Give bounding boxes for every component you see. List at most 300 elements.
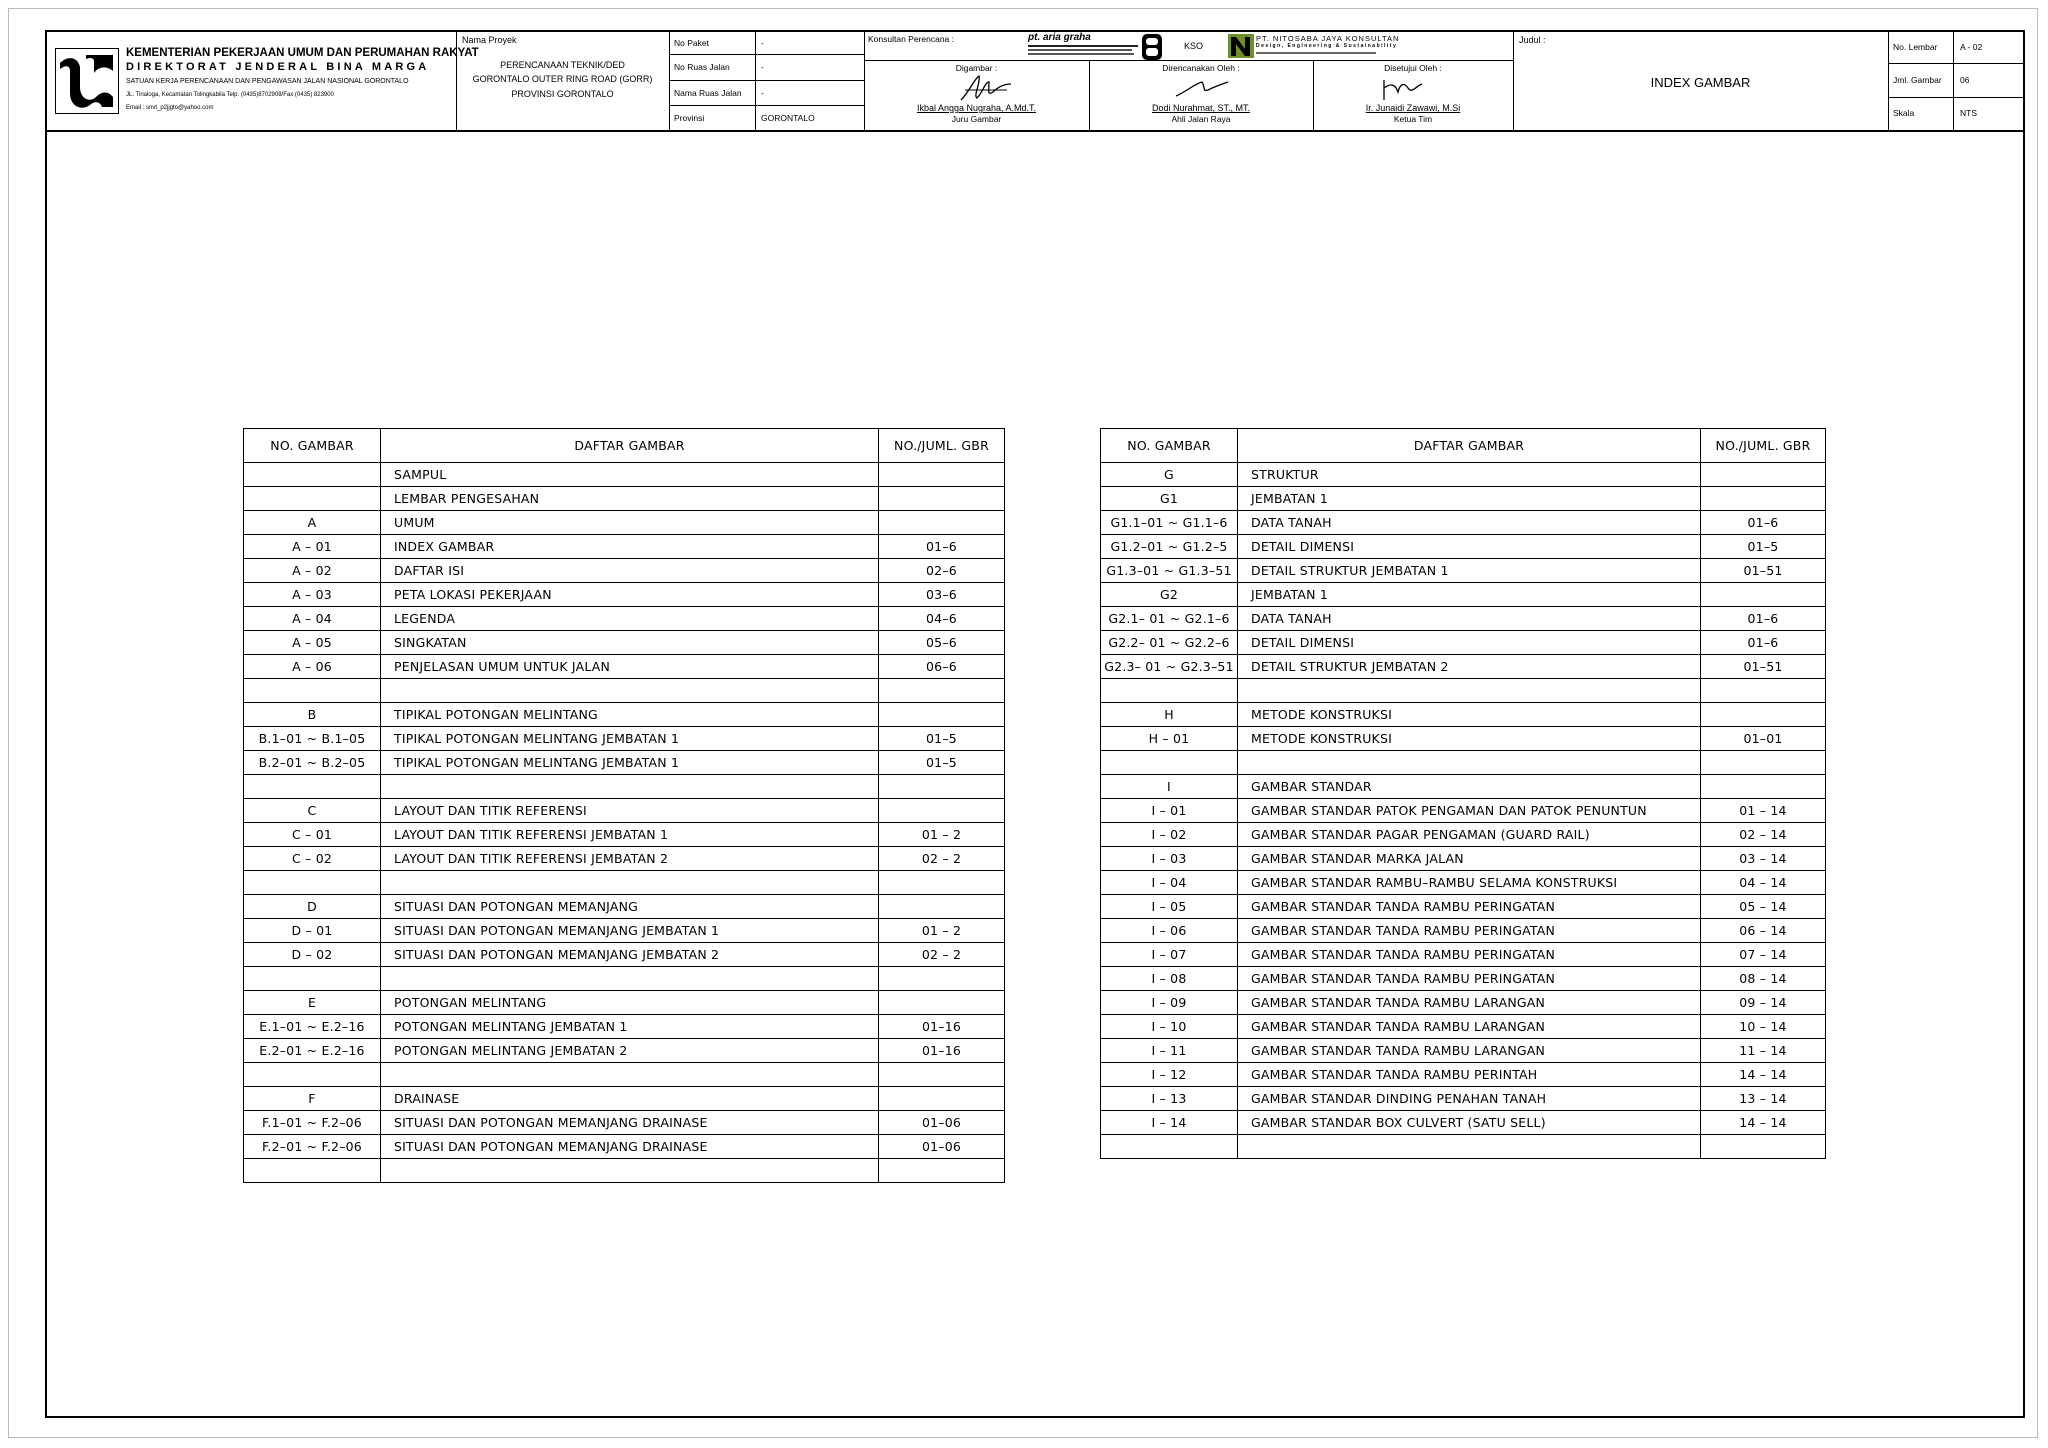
org-email: Email : snvt_p2jjgto@yahoo.com <box>126 105 214 111</box>
cell-daftar-gambar <box>381 871 879 895</box>
table-row <box>244 703 1005 727</box>
table-row <box>1101 775 1826 799</box>
table-row <box>1101 823 1826 847</box>
cell-no-gambar <box>244 1159 381 1183</box>
cell-no-gambar: I – 03 <box>1101 847 1238 871</box>
cell-no-juml: 14 – 14 <box>1701 1063 1826 1087</box>
col-header-daftar-gambar: DAFTAR GAMBAR <box>381 429 879 463</box>
cell-no-gambar: F.2–01 ~ F.2–06 <box>244 1135 381 1159</box>
table-row <box>244 847 1005 871</box>
cell-no-juml <box>879 1063 1005 1087</box>
cell-no-juml <box>1701 679 1826 703</box>
cell-no-gambar: A – 05 <box>244 631 381 655</box>
cell-no-juml: 01–06 <box>879 1135 1005 1159</box>
cell-no-gambar: E.2–01 ~ E.2–16 <box>244 1039 381 1063</box>
cell-no-gambar <box>1101 679 1238 703</box>
cell-no-gambar: I – 12 <box>1101 1063 1238 1087</box>
title-block-bottom-rule <box>45 130 2025 132</box>
consultant-row-rule <box>864 60 1513 61</box>
cell-daftar-gambar: GAMBAR STANDAR TANDA RAMBU PERINTAH <box>1238 1063 1701 1087</box>
firm-2-detail-line <box>1256 52 1376 54</box>
cell-no-juml: 08 – 14 <box>1701 967 1826 991</box>
table-row <box>1101 511 1826 535</box>
provinsi-label: Provinsi <box>674 113 705 123</box>
cell-no-gambar <box>244 775 381 799</box>
cell-no-juml <box>879 1087 1005 1111</box>
title-block-divider <box>1888 30 1889 130</box>
cell-daftar-gambar: TIPIKAL POTONGAN MELINTANG JEMBATAN 1 <box>381 727 879 751</box>
nama-ruas-value: - <box>761 88 764 98</box>
cell-no-gambar: H <box>1101 703 1238 727</box>
cell-no-gambar: B <box>244 703 381 727</box>
cell-no-juml: 14 – 14 <box>1701 1111 1826 1135</box>
table-row <box>1101 1111 1826 1135</box>
table-row <box>244 1087 1005 1111</box>
cell-no-juml <box>879 799 1005 823</box>
cell-no-juml: 03 – 14 <box>1701 847 1826 871</box>
table-row <box>244 679 1005 703</box>
cell-no-juml: 01 – 2 <box>879 823 1005 847</box>
cell-no-gambar <box>244 1063 381 1087</box>
cell-daftar-gambar <box>1238 751 1701 775</box>
cell-daftar-gambar: LAYOUT DAN TITIK REFERENSI <box>381 799 879 823</box>
signature-1-mark <box>955 72 1015 104</box>
cell-daftar-gambar <box>381 679 879 703</box>
cell-no-juml <box>1701 1135 1826 1159</box>
cell-no-gambar: C <box>244 799 381 823</box>
title-block-divider <box>1953 30 1954 130</box>
judul-label: Judul : <box>1519 35 1546 45</box>
cell-no-gambar: F.1–01 ~ F.2–06 <box>244 1111 381 1135</box>
sig-1-role: Digambar : <box>955 63 998 73</box>
table-header-row <box>244 429 1005 463</box>
cell-daftar-gambar: DRAINASE <box>381 1087 879 1111</box>
cell-no-gambar: G1.2–01 ~ G1.2–5 <box>1101 535 1238 559</box>
cell-daftar-gambar: SITUASI DAN POTONGAN MEMANJANG JEMBATAN 1 <box>381 919 879 943</box>
cell-daftar-gambar: LAYOUT DAN TITIK REFERENSI JEMBATAN 2 <box>381 847 879 871</box>
table-row <box>1101 631 1826 655</box>
firm-1-detail-lines <box>1028 45 1138 59</box>
table-row <box>244 799 1005 823</box>
table-row <box>244 919 1005 943</box>
table-row <box>1101 1063 1826 1087</box>
cell-no-gambar: D <box>244 895 381 919</box>
cell-no-juml: 03–6 <box>879 583 1005 607</box>
cell-no-gambar: B.2–01 ~ B.2–05 <box>244 751 381 775</box>
cell-no-juml: 01 – 2 <box>879 919 1005 943</box>
table-row <box>1101 943 1826 967</box>
table-row <box>244 943 1005 967</box>
no-ruas-value: - <box>761 62 764 72</box>
cell-daftar-gambar: INDEX GAMBAR <box>381 535 879 559</box>
cell-daftar-gambar: SITUASI DAN POTONGAN MEMANJANG DRAINASE <box>381 1111 879 1135</box>
cell-daftar-gambar: TIPIKAL POTONGAN MELINTANG <box>381 703 879 727</box>
cell-daftar-gambar: GAMBAR STANDAR BOX CULVERT (SATU SELL) <box>1238 1111 1701 1135</box>
table-row <box>244 1111 1005 1135</box>
table-row <box>1101 655 1826 679</box>
directorate-name: DIREKTORAT JENDERAL BINA MARGA <box>126 61 430 73</box>
cell-no-juml: 10 – 14 <box>1701 1015 1826 1039</box>
cell-daftar-gambar: POTONGAN MELINTANG JEMBATAN 2 <box>381 1039 879 1063</box>
col-header-no-gambar: NO. GAMBAR <box>244 429 381 463</box>
table-row <box>244 727 1005 751</box>
cell-no-gambar: I – 06 <box>1101 919 1238 943</box>
cell-no-juml: 04–6 <box>879 607 1005 631</box>
consultant-emblem-icon <box>1141 33 1163 61</box>
cell-no-gambar: C – 01 <box>244 823 381 847</box>
table-row <box>244 487 1005 511</box>
cell-no-juml: 02 – 2 <box>879 943 1005 967</box>
table-row <box>244 607 1005 631</box>
table-row <box>244 583 1005 607</box>
table-row <box>244 871 1005 895</box>
cell-no-juml: 02–6 <box>879 559 1005 583</box>
ministry-name: KEMENTERIAN PEKERJAAN UMUM DAN PERUMAHAN RAKYAT <box>126 47 479 59</box>
cell-no-gambar: A – 02 <box>244 559 381 583</box>
cell-no-gambar: G1.3–01 ~ G1.3–51 <box>1101 559 1238 583</box>
cell-daftar-gambar: DETAIL DIMENSI <box>1238 631 1701 655</box>
sig-2-role: Direncanakan Oleh : <box>1162 63 1240 73</box>
cell-no-juml <box>879 967 1005 991</box>
cell-no-gambar: G2.2– 01 ~ G2.2–6 <box>1101 631 1238 655</box>
table-row <box>1101 1135 1826 1159</box>
cell-no-juml <box>1701 775 1826 799</box>
cell-no-gambar: G1 <box>1101 487 1238 511</box>
cell-no-gambar: A – 03 <box>244 583 381 607</box>
table-row <box>1101 679 1826 703</box>
table-row <box>1101 583 1826 607</box>
cell-daftar-gambar: STRUKTUR <box>1238 463 1701 487</box>
cell-no-juml: 02 – 14 <box>1701 823 1826 847</box>
cell-no-gambar: I – 07 <box>1101 943 1238 967</box>
cell-daftar-gambar <box>381 1063 879 1087</box>
cell-no-juml <box>1701 463 1826 487</box>
cell-no-gambar: D – 01 <box>244 919 381 943</box>
cell-no-gambar: I – 09 <box>1101 991 1238 1015</box>
consultant-label: Konsultan Perencana : <box>868 34 955 44</box>
cell-no-gambar <box>244 967 381 991</box>
cell-no-gambar: C – 02 <box>244 847 381 871</box>
table-row <box>244 631 1005 655</box>
cell-no-juml: 01–6 <box>1701 511 1826 535</box>
cell-no-juml <box>879 775 1005 799</box>
cell-no-gambar <box>244 679 381 703</box>
cell-daftar-gambar: GAMBAR STANDAR TANDA RAMBU PERINGATAN <box>1238 967 1701 991</box>
table-row <box>244 1063 1005 1087</box>
cell-no-juml <box>1701 583 1826 607</box>
cell-daftar-gambar: LAYOUT DAN TITIK REFERENSI JEMBATAN 1 <box>381 823 879 847</box>
cell-daftar-gambar: POTONGAN MELINTANG <box>381 991 879 1015</box>
cell-daftar-gambar: GAMBAR STANDAR MARKA JALAN <box>1238 847 1701 871</box>
cell-daftar-gambar: GAMBAR STANDAR RAMBU–RAMBU SELAMA KONSTRUKSI <box>1238 871 1701 895</box>
sig-3-position: Ketua Tim <box>1393 114 1433 124</box>
nama-ruas-label: Nama Ruas Jalan <box>674 88 742 98</box>
cell-no-juml: 06–6 <box>879 655 1005 679</box>
org-address: JL. Tinaloga, Kecamatan Tolingkabila Telp. (0435)8702908/Fax (0435) 823900 <box>126 92 334 98</box>
cell-daftar-gambar: DAFTAR ISI <box>381 559 879 583</box>
cell-daftar-gambar: PETA LOKASI PEKERJAAN <box>381 583 879 607</box>
bina-marga-emblem-icon <box>56 49 117 112</box>
drawing-title: INDEX GAMBAR <box>1650 75 1751 90</box>
consultant-firm-1: pt. aria graha <box>1028 32 1091 43</box>
table-row <box>244 1159 1005 1183</box>
cell-daftar-gambar: LEGENDA <box>381 607 879 631</box>
table-row <box>1101 535 1826 559</box>
cell-no-gambar: I <box>1101 775 1238 799</box>
cell-no-gambar <box>1101 1135 1238 1159</box>
table-row <box>244 775 1005 799</box>
cell-daftar-gambar: GAMBAR STANDAR TANDA RAMBU LARANGAN <box>1238 1015 1701 1039</box>
cell-no-gambar: I – 13 <box>1101 1087 1238 1111</box>
package-row-rule <box>669 54 864 55</box>
cell-no-juml: 01–6 <box>1701 631 1826 655</box>
sheet-info-rule <box>1888 97 2025 98</box>
cell-no-juml: 11 – 14 <box>1701 1039 1826 1063</box>
cell-no-gambar: I – 08 <box>1101 967 1238 991</box>
cell-no-gambar: A – 01 <box>244 535 381 559</box>
col-header-no-gambar: NO. GAMBAR <box>1101 429 1238 463</box>
cell-daftar-gambar <box>381 1159 879 1183</box>
cell-no-gambar: G2 <box>1101 583 1238 607</box>
cell-daftar-gambar <box>381 967 879 991</box>
table-row <box>244 751 1005 775</box>
cell-no-gambar: G1.1–01 ~ G1.1–6 <box>1101 511 1238 535</box>
cell-no-juml: 01–6 <box>1701 607 1826 631</box>
cell-daftar-gambar: POTONGAN MELINTANG JEMBATAN 1 <box>381 1015 879 1039</box>
cell-no-juml: 09 – 14 <box>1701 991 1826 1015</box>
table-row <box>1101 607 1826 631</box>
project-line-1: PERENCANAAN TEKNIK/DED <box>500 60 625 70</box>
kso-label: KSO <box>1184 41 1204 51</box>
cell-no-juml: 01–5 <box>879 751 1005 775</box>
package-row-rule <box>669 80 864 81</box>
cell-no-juml <box>879 703 1005 727</box>
cell-daftar-gambar: DETAIL STRUKTUR JEMBATAN 2 <box>1238 655 1701 679</box>
cell-no-gambar: B.1–01 ~ B.1–05 <box>244 727 381 751</box>
cell-daftar-gambar: GAMBAR STANDAR PAGAR PENGAMAN (GUARD RAIL) <box>1238 823 1701 847</box>
cell-no-gambar <box>1101 751 1238 775</box>
table-row <box>1101 1087 1826 1111</box>
cell-daftar-gambar: GAMBAR STANDAR DINDING PENAHAN TANAH <box>1238 1087 1701 1111</box>
table-row <box>1101 871 1826 895</box>
cell-daftar-gambar: DATA TANAH <box>1238 511 1701 535</box>
col-header-no-juml: NO./JUML. GBR <box>1701 429 1826 463</box>
jml-gambar-value: 06 <box>1960 75 1970 85</box>
cell-no-juml: 01–51 <box>1701 559 1826 583</box>
consultant-firm-2: PT. NITOSABA JAYA KONSULTAN <box>1256 34 1400 43</box>
table-row <box>1101 703 1826 727</box>
table-row <box>244 1039 1005 1063</box>
table-row <box>1101 751 1826 775</box>
table-row <box>244 535 1005 559</box>
cell-no-juml <box>1701 487 1826 511</box>
cell-daftar-gambar: GAMBAR STANDAR <box>1238 775 1701 799</box>
cell-no-juml <box>879 1159 1005 1183</box>
cell-no-juml <box>879 463 1005 487</box>
cell-no-gambar: I – 01 <box>1101 799 1238 823</box>
cell-no-juml <box>879 487 1005 511</box>
cell-no-juml: 01 – 14 <box>1701 799 1826 823</box>
cell-no-juml: 05–6 <box>879 631 1005 655</box>
no-ruas-label: No Ruas Jalan <box>674 62 730 72</box>
cell-daftar-gambar: PENJELASAN UMUM UNTUK JALAN <box>381 655 879 679</box>
table-header-row <box>1101 429 1826 463</box>
table-row <box>244 967 1005 991</box>
table-row <box>244 895 1005 919</box>
no-lembar-value: A - 02 <box>1960 42 1983 52</box>
cell-daftar-gambar: TIPIKAL POTONGAN MELINTANG JEMBATAN 1 <box>381 751 879 775</box>
cell-no-juml <box>879 991 1005 1015</box>
cell-no-gambar: I – 14 <box>1101 1111 1238 1135</box>
table-row <box>244 463 1005 487</box>
cell-no-gambar: F <box>244 1087 381 1111</box>
cell-no-gambar: I – 05 <box>1101 895 1238 919</box>
table-row <box>244 1135 1005 1159</box>
table-row <box>1101 847 1826 871</box>
cell-daftar-gambar: METODE KONSTRUKSI <box>1238 727 1701 751</box>
cell-no-juml: 01–5 <box>1701 535 1826 559</box>
table-row <box>1101 559 1826 583</box>
sig-1-position: Juru Gambar <box>951 114 1002 124</box>
unit-name: SATUAN KERJA PERENCANAAN DAN PENGAWASAN JALAN NASIONAL GORONTALO <box>126 78 409 85</box>
col-header-no-juml: NO./JUML. GBR <box>879 429 1005 463</box>
cell-no-juml <box>879 679 1005 703</box>
project-label: Nama Proyek <box>462 35 517 45</box>
cell-no-gambar: I – 10 <box>1101 1015 1238 1039</box>
no-paket-label: No Paket <box>674 38 709 48</box>
cell-daftar-gambar: SINGKATAN <box>381 631 879 655</box>
cell-no-gambar: I – 11 <box>1101 1039 1238 1063</box>
cell-daftar-gambar <box>1238 1135 1701 1159</box>
cell-no-gambar: G <box>1101 463 1238 487</box>
cell-no-gambar: E.1–01 ~ E.2–16 <box>244 1015 381 1039</box>
sig-2-name: Dodi Nurahmat, ST., MT. <box>1151 103 1251 113</box>
no-lembar-label: No. Lembar <box>1893 42 1938 52</box>
provinsi-value: GORONTALO <box>761 113 815 123</box>
bina-marga-logo <box>55 48 119 114</box>
cell-no-juml: 01–6 <box>879 535 1005 559</box>
table-row <box>1101 1039 1826 1063</box>
cell-no-gambar: E <box>244 991 381 1015</box>
skala-label: Skala <box>1893 108 1915 118</box>
left-index-body <box>244 429 1005 1183</box>
table-row <box>1101 991 1826 1015</box>
cell-daftar-gambar: SITUASI DAN POTONGAN MEMANJANG <box>381 895 879 919</box>
table-row <box>244 559 1005 583</box>
cell-no-juml: 02 – 2 <box>879 847 1005 871</box>
cell-daftar-gambar: SITUASI DAN POTONGAN MEMANJANG JEMBATAN 2 <box>381 943 879 967</box>
cell-no-juml: 01–16 <box>879 1039 1005 1063</box>
cell-daftar-gambar: SITUASI DAN POTONGAN MEMANJANG DRAINASE <box>381 1135 879 1159</box>
col-header-daftar-gambar: DAFTAR GAMBAR <box>1238 429 1701 463</box>
cell-no-juml <box>879 871 1005 895</box>
cell-no-gambar: H – 01 <box>1101 727 1238 751</box>
table-row <box>244 1015 1005 1039</box>
cell-daftar-gambar: LEMBAR PENGESAHAN <box>381 487 879 511</box>
table-row <box>1101 727 1826 751</box>
package-row-rule <box>669 105 864 106</box>
sig-2-position: Ahli Jalan Raya <box>1171 114 1231 124</box>
cell-daftar-gambar: DETAIL STRUKTUR JEMBATAN 1 <box>1238 559 1701 583</box>
cell-no-juml <box>1701 703 1826 727</box>
cell-no-juml: 04 – 14 <box>1701 871 1826 895</box>
cell-no-gambar: I – 04 <box>1101 871 1238 895</box>
sig-1-name: Ikbal Angga Nugraha, A.Md.T. <box>916 103 1037 113</box>
skala-value: NTS <box>1960 108 1977 118</box>
cell-daftar-gambar: DETAIL DIMENSI <box>1238 535 1701 559</box>
cell-daftar-gambar: JEMBATAN 1 <box>1238 583 1701 607</box>
table-row <box>1101 919 1826 943</box>
cell-daftar-gambar: GAMBAR STANDAR TANDA RAMBU PERINGATAN <box>1238 895 1701 919</box>
cell-no-juml <box>879 895 1005 919</box>
cell-no-juml: 01–01 <box>1701 727 1826 751</box>
signature-3-mark <box>1378 76 1428 102</box>
cell-no-juml: 01–06 <box>879 1111 1005 1135</box>
sig-3-name: Ir. Junaidi Zawawi, M.Si <box>1365 103 1461 113</box>
cell-daftar-gambar: DATA TANAH <box>1238 607 1701 631</box>
no-paket-value: - <box>761 38 764 48</box>
cell-no-juml <box>1701 751 1826 775</box>
project-line-2: GORONTALO OUTER RING ROAD (GORR) <box>472 74 653 84</box>
cell-no-gambar: A – 06 <box>244 655 381 679</box>
sheet-info-rule <box>1888 63 2025 64</box>
table-row <box>1101 967 1826 991</box>
cell-no-gambar <box>244 487 381 511</box>
consultant-firm-2-tagline: Design, Engineering & Sustainability <box>1256 43 1398 49</box>
table-row <box>1101 895 1826 919</box>
cell-no-gambar <box>244 463 381 487</box>
cell-daftar-gambar: UMUM <box>381 511 879 535</box>
cell-no-juml <box>879 511 1005 535</box>
nitosaba-logo-icon <box>1228 34 1254 58</box>
sig-3-role: Disetujui Oleh : <box>1384 63 1442 73</box>
cell-daftar-gambar: METODE KONSTRUKSI <box>1238 703 1701 727</box>
cell-no-juml: 01–5 <box>879 727 1005 751</box>
project-line-3: PROVINSI GORONTALO <box>511 89 614 99</box>
table-row <box>1101 487 1826 511</box>
cell-no-juml: 01–16 <box>879 1015 1005 1039</box>
table-row <box>1101 1015 1826 1039</box>
cell-no-juml: 07 – 14 <box>1701 943 1826 967</box>
signature-2-mark <box>1172 76 1232 100</box>
cell-daftar-gambar: SAMPUL <box>381 463 879 487</box>
right-index-body <box>1101 429 1826 1159</box>
cell-no-juml: 01–51 <box>1701 655 1826 679</box>
table-row <box>244 655 1005 679</box>
cell-no-juml: 13 – 14 <box>1701 1087 1826 1111</box>
jml-gambar-label: Jml. Gambar <box>1893 75 1942 85</box>
cell-no-gambar: I – 02 <box>1101 823 1238 847</box>
table-row <box>244 511 1005 535</box>
cell-no-gambar: A <box>244 511 381 535</box>
cell-daftar-gambar: JEMBATAN 1 <box>1238 487 1701 511</box>
cell-daftar-gambar: GAMBAR STANDAR TANDA RAMBU PERINGATAN <box>1238 919 1701 943</box>
table-row <box>244 991 1005 1015</box>
left-index-table <box>243 428 1005 1183</box>
cell-daftar-gambar: GAMBAR STANDAR TANDA RAMBU LARANGAN <box>1238 1039 1701 1063</box>
cell-no-gambar: G2.3– 01 ~ G2.3–51 <box>1101 655 1238 679</box>
cell-no-gambar: G2.1– 01 ~ G2.1–6 <box>1101 607 1238 631</box>
table-row <box>244 823 1005 847</box>
cell-no-gambar: A – 04 <box>244 607 381 631</box>
cell-daftar-gambar: GAMBAR STANDAR TANDA RAMBU LARANGAN <box>1238 991 1701 1015</box>
right-index-table <box>1100 428 1826 1159</box>
cell-no-juml: 06 – 14 <box>1701 919 1826 943</box>
cell-no-gambar <box>244 871 381 895</box>
table-row <box>1101 463 1826 487</box>
cell-daftar-gambar <box>1238 679 1701 703</box>
cell-no-gambar: D – 02 <box>244 943 381 967</box>
